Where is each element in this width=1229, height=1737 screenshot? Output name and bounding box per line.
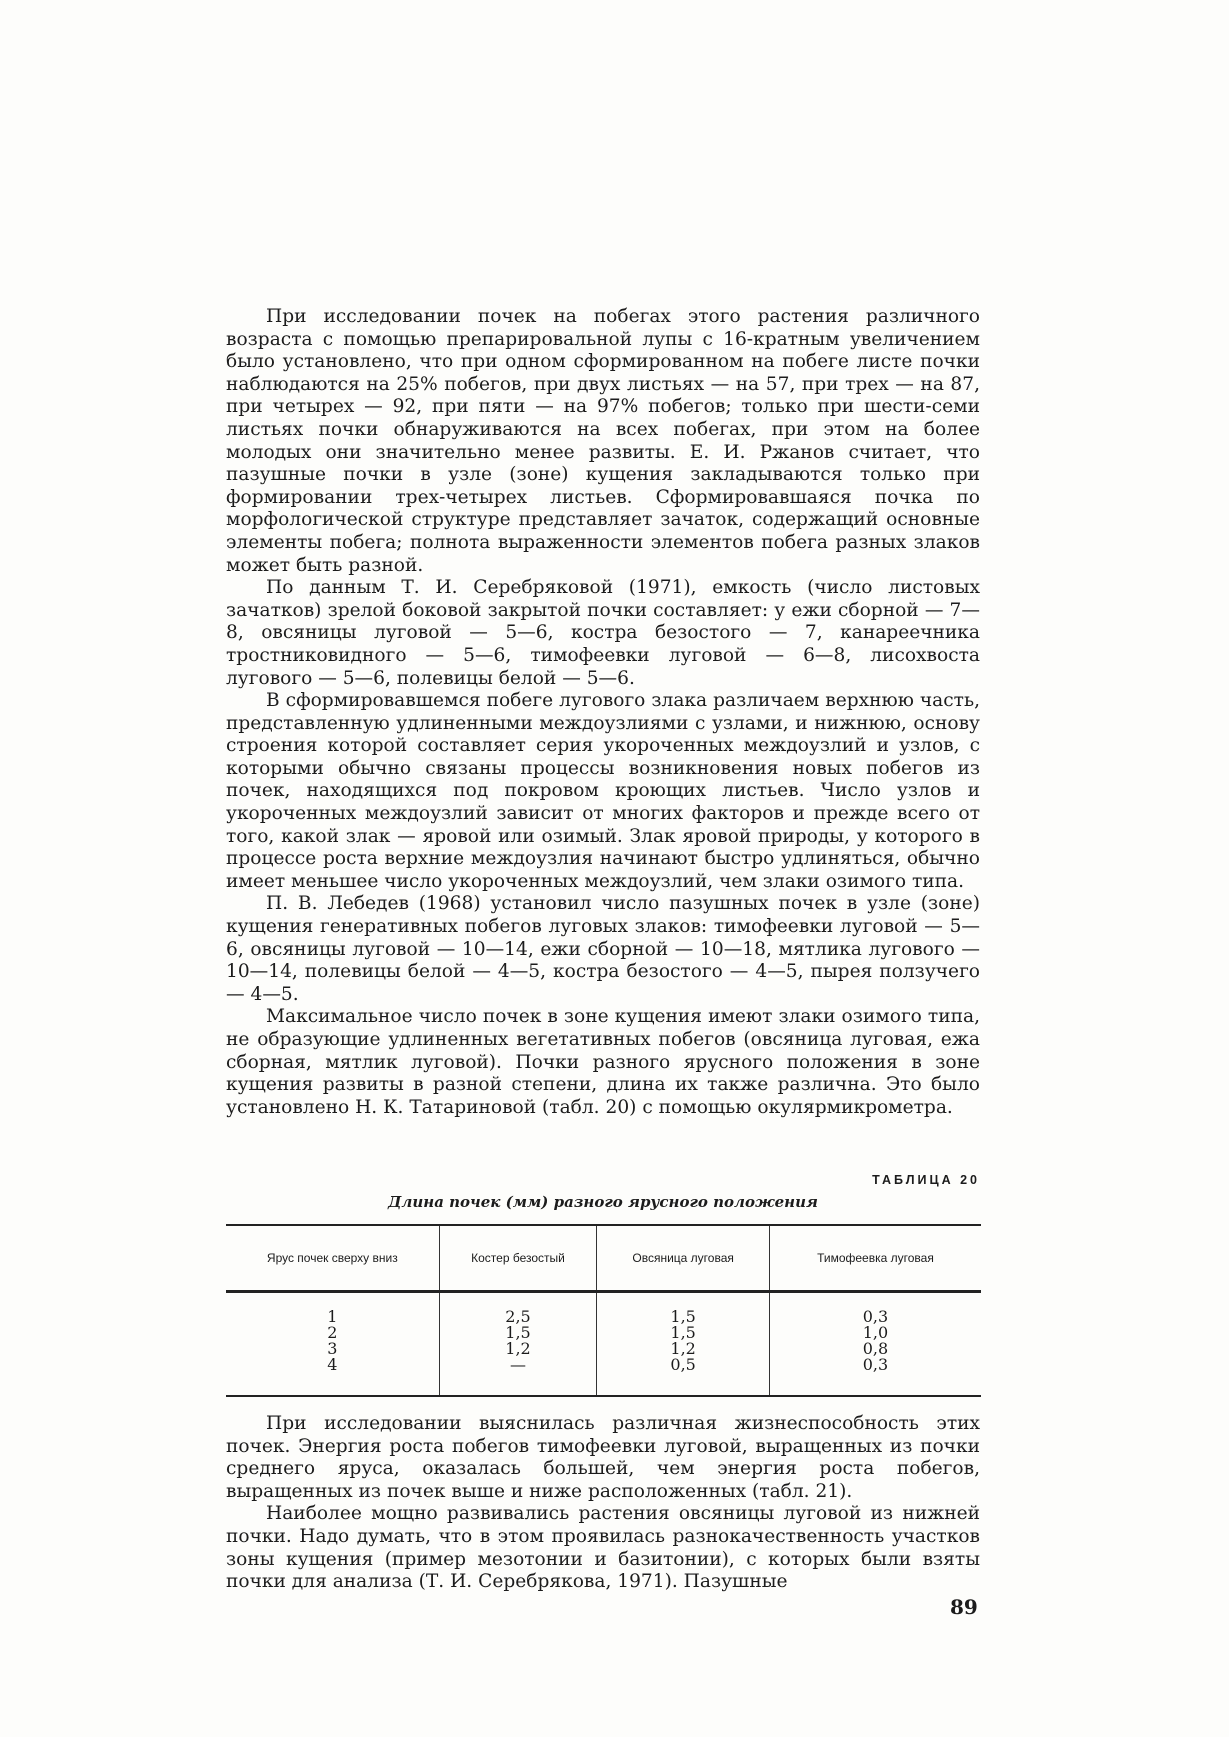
table-cell: — — [439, 1357, 597, 1396]
table-cell: 1,5 — [597, 1325, 770, 1341]
table-cell: 0,3 — [769, 1292, 981, 1326]
table-cell: 1,5 — [439, 1325, 597, 1341]
table-caption: Длина почек (мм) разного ярусного положения — [388, 1193, 818, 1211]
table-cell: 1,5 — [597, 1292, 770, 1326]
paragraph: Максимальное число почек в зоне кущения имеют злаки озимого типа, не образующие удлиненных вегетативных побегов (овсяница луговая, ежа сборная, мятлик луговой). Почки разного ярусного положения в зоне кущения развиты в разной степени, длина их также различна. Это было установлено Н. К. Татариновой (табл. 20) с помощью окулярмикрометра. — [226, 1006, 980, 1118]
paragraph: По данным Т. И. Серебряковой (1971), емкость (число листовых зачатков) зрелой боковой закрытой почки составляет: у ежи сборной — 7—8, овсяницы луговой — 5—6, костра безостого — 7, канареечника тростниковидного — 5—6, тимофеевки луговой — 6—8, лисохвоста лугового — 5—6, полевицы белой — 5—6. — [226, 577, 980, 689]
table-cell: 4 — [226, 1357, 439, 1396]
table-cell: 0,8 — [769, 1341, 981, 1357]
table-cell: 1,2 — [439, 1341, 597, 1357]
paragraph: Наиболее мощно развивались растения овсяницы луговой из нижней почки. Надо думать, что в этом проявилась разнокачественность участков зоны кущения (пример мезотонии и базитонии), с которых были взяты почки для анализа (Т. И. Серебрякова, 1971). Пазушные — [226, 1503, 980, 1593]
paragraph: В сформировавшемся побеге лугового злака различаем верхнюю часть, представленную удлиненными междоузлиями с узлами, и нижнюю, основу строения которой составляет серия укороченных междоузлий и узлов, с которыми обычно связаны процессы возникновения новых побегов из почек, находящихся под покровом кроющих листьев. Число узлов и укороченных междоузлий зависит от многих факторов и прежде всего от того, какой злак — яровой или озимый. Злак яровой природы, у которого в процессе роста верхние междоузлия начинают быстро удлиняться, обычно имеет меньшее число укороченных междоузлий, чем злаки озимого типа. — [226, 690, 980, 892]
body-text-bottom — [226, 1413, 980, 1594]
header-cell: Тимофеевка луговая — [769, 1225, 981, 1292]
table-cell: 0,5 — [597, 1357, 770, 1396]
table-cell: 3 — [327, 1339, 338, 1358]
table-header-row — [226, 1225, 981, 1292]
table-cell: 2,5 — [439, 1292, 597, 1326]
table-cell: 2 — [327, 1323, 338, 1342]
paragraph: При исследовании почек на побегах этого растения различного возраста с помощью препарировальной лупы с 16-кратным увеличением было установлено, что при одном сформированном на побеге листе почки наблюдаются на 25% побегов, при двух листьях — на 57, при трех — на 87, при четырех — 92, при пяти — на 97% побегов; только при шести-семи листьях почки обнаруживаются на всех побегах, при этом на более молодых они значительно менее развиты. Е. И. Ржанов считает, что пазушные почки в узле (зоне) кущения закладываются только при формировании трех-четырех листьев. Сформировавшаяся почка по морфологической структуре представляет зачаток, содержащий основные элементы побега; полнота выраженности элементов побега разных злаков может быть разной. — [226, 306, 980, 576]
table-cell: 1,0 — [769, 1325, 981, 1341]
table-row — [226, 1292, 981, 1326]
header-cell: Ярус почек сверху вниз — [226, 1225, 439, 1292]
body-text-top — [226, 306, 980, 1119]
table-row — [226, 1357, 981, 1396]
table-cell: 1,2 — [597, 1341, 770, 1357]
table-cell: 1 — [327, 1307, 338, 1326]
table-label: ТАБЛИЦА 20 — [872, 1173, 980, 1187]
paragraph: П. В. Лебедев (1968) установил число пазушных почек в узле (зоне) кущения генеративных побегов луговых злаков: тимофеевки луговой — 5—6, овсяницы луговой — 10—14, ежи сборной — 10—18, мятлика лугового — 10—14, полевицы белой — 4—5, костра безостого — 4—5, пырея ползучего — 4—5. — [226, 893, 980, 1005]
data-table — [226, 1224, 981, 1397]
paragraph: При исследовании выяснилась различная жизнеспособность этих почек. Энергия роста побегов тимофеевки луговой, выращенных из почки среднего яруса, оказалась большей, чем энергия роста побегов, выращенных из почек выше и ниже расположенных (табл. 21). — [226, 1413, 980, 1502]
header-cell: Овсяница луговая — [597, 1225, 770, 1292]
table-cell: 0,3 — [769, 1357, 981, 1396]
header-cell: Костер безостый — [439, 1225, 597, 1292]
page-number: 89 — [950, 1595, 978, 1619]
